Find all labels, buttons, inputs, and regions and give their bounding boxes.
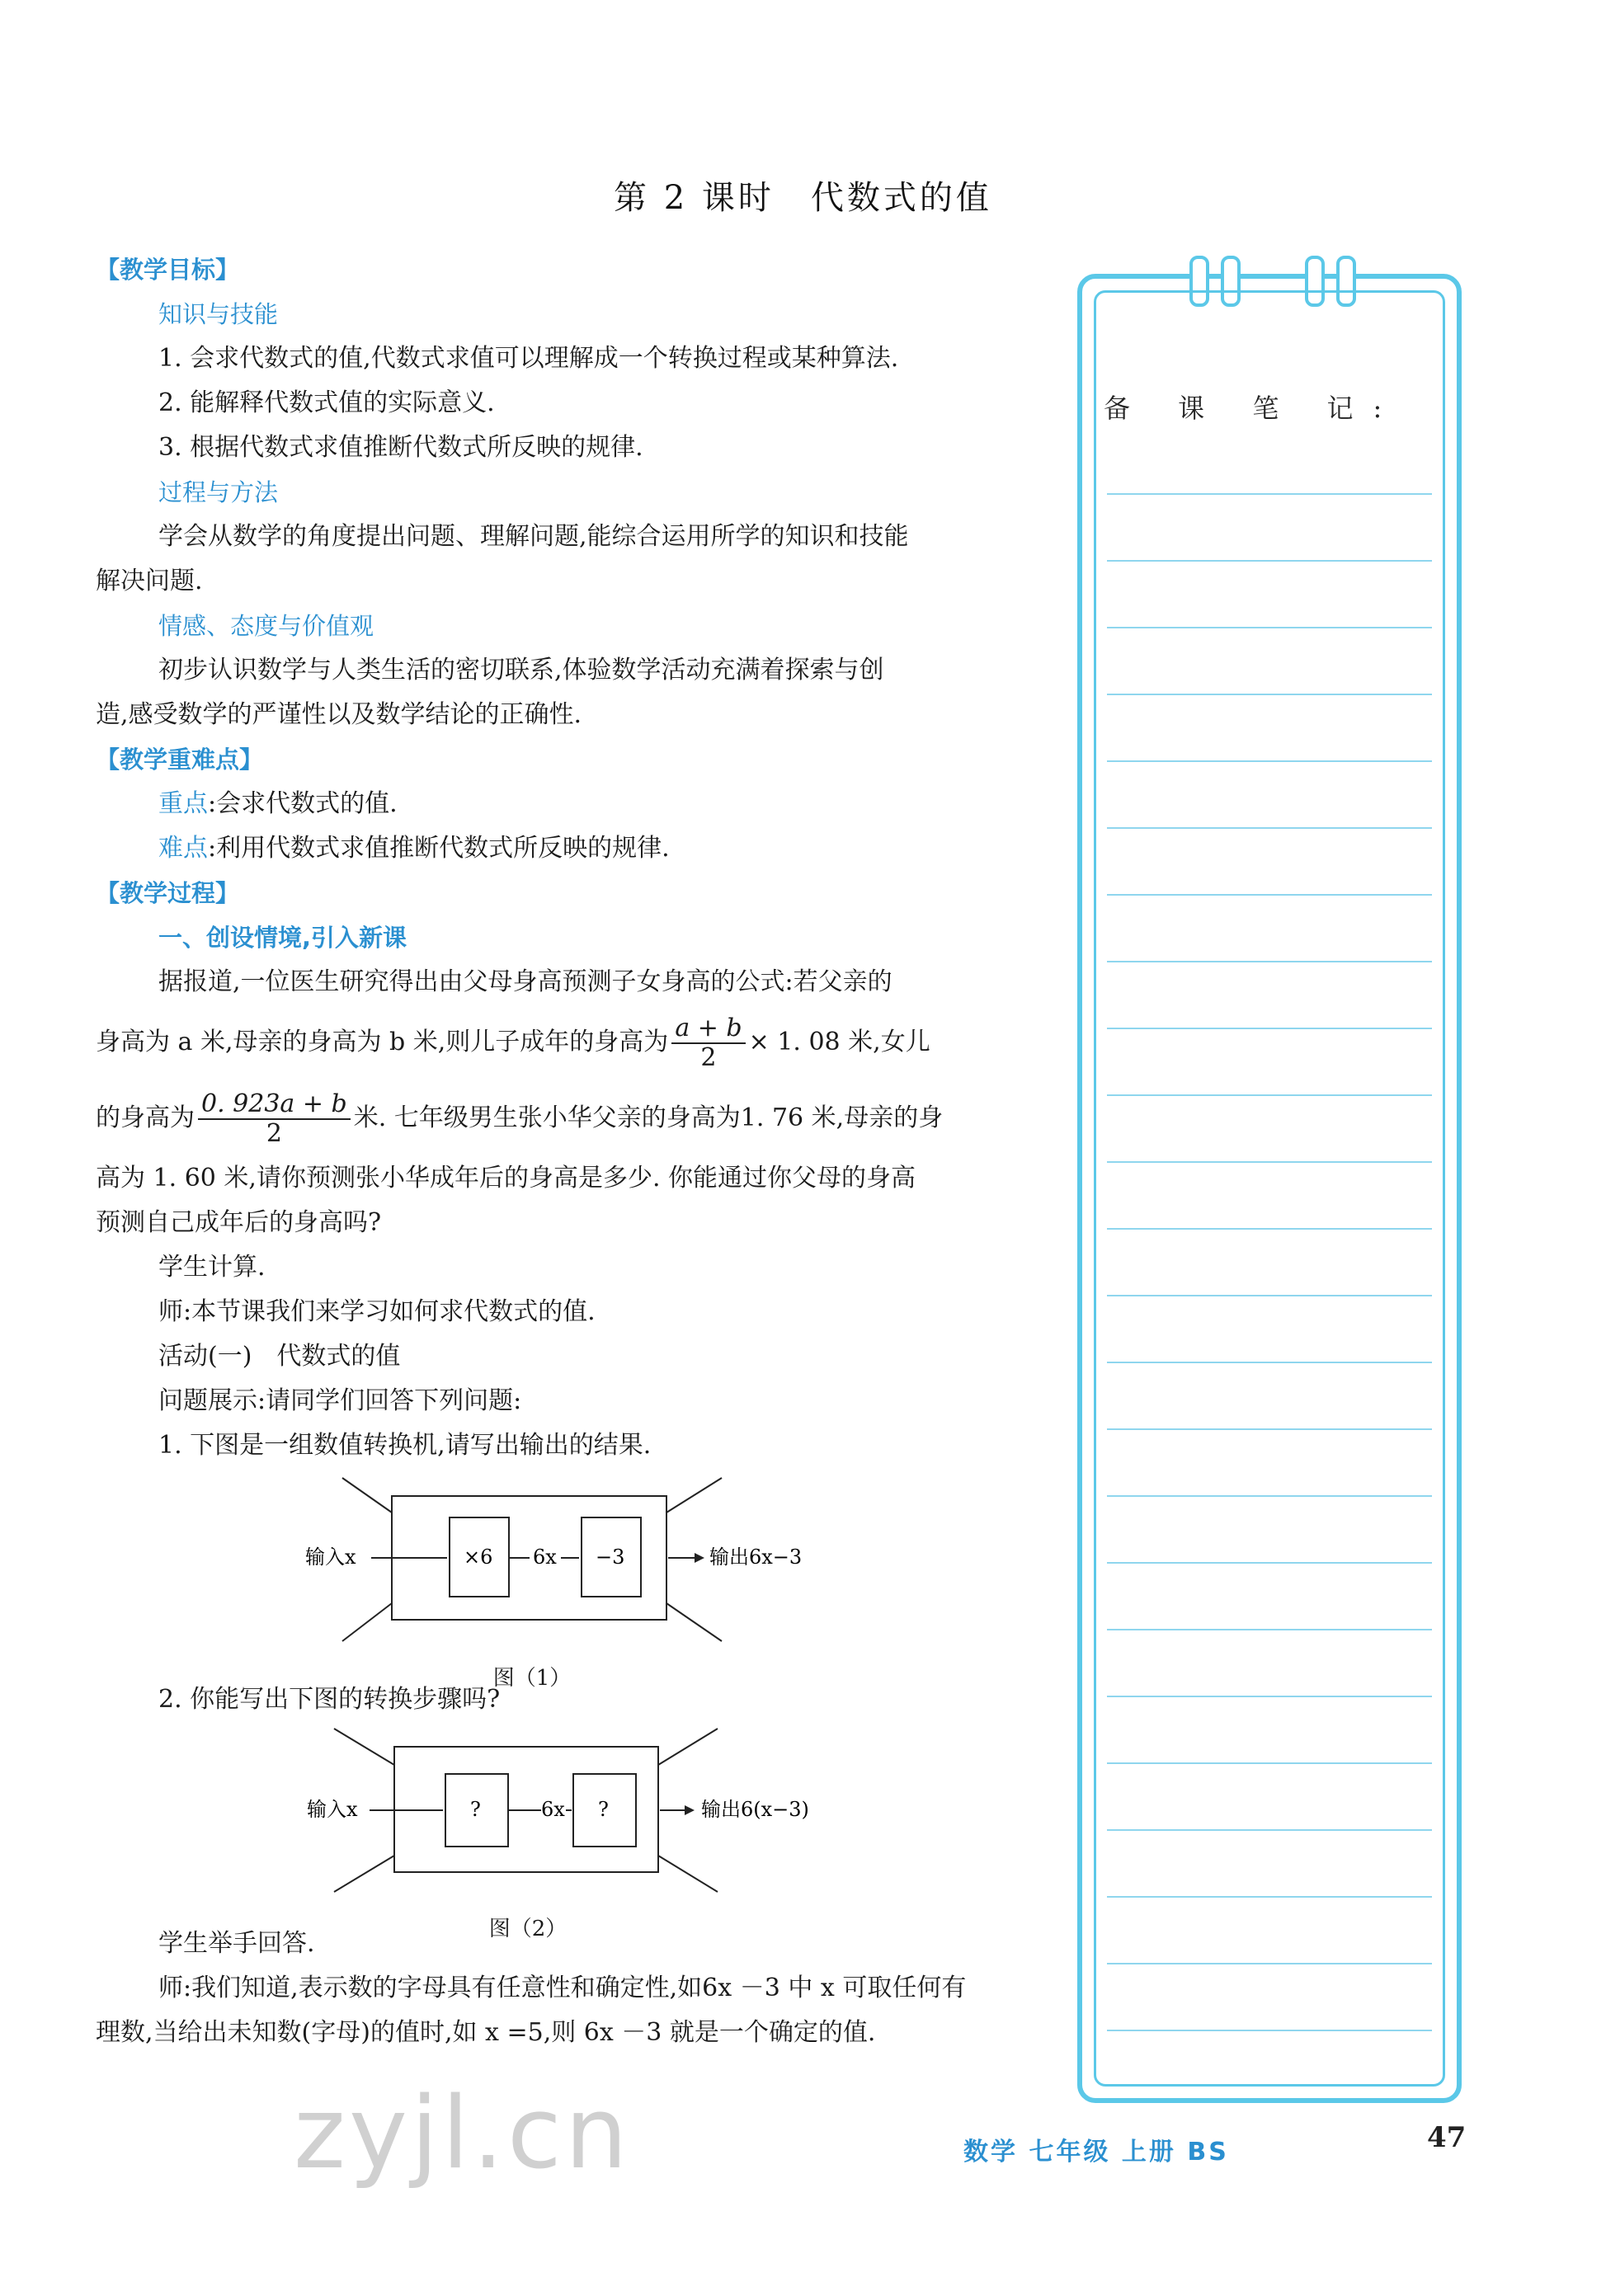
fig2-output: 输出6(x−3) [701,1798,809,1821]
fig1-box1: ×6 [464,1546,493,1569]
notes-ruled-line [1107,1495,1432,1497]
paragraph: 据报道,一位医生研究得出由父母身高预测子女身高的公式:若父亲的 [158,967,892,996]
key-text: :会求代数式的值. [208,789,398,818]
figure-2 [297,1722,874,1942]
process-method-heading: 过程与方法 [158,478,279,506]
keypoints-heading: 【教学重难点】 [96,746,264,774]
paragraph: 1. 下图是一组数值转换机,请写出输出的结果. [158,1431,652,1460]
notes-ruled-line [1107,1963,1432,1964]
fig2-mid: 6x [541,1798,565,1821]
paragraph [96,1080,1036,1156]
fig1-input: 输入x [305,1546,356,1569]
paragraph: 学生计算. [158,1253,266,1282]
process-heading: 【教学过程】 [96,879,240,907]
notes-ruled-line [1107,827,1432,829]
text-span: 的身高为 [96,1103,195,1132]
paragraph: 学生举手回答. [158,1929,315,1958]
figure-2-caption: 图（2） [488,1917,568,1941]
notes-ruled-line [1107,1161,1432,1163]
notes-ruled-line [1107,1295,1432,1296]
fig2-box1: ? [470,1798,481,1821]
hard-text: :利用代数式求值推断代数式所反映的规律. [208,834,670,863]
text-span: 米. 七年级男生张小华父亲的身高为1. 76 米,母亲的身 [353,1103,944,1132]
notes-ruled-line [1107,493,1432,495]
paragraph: 预测自己成年后的身高吗? [96,1208,382,1237]
notes-ruled-line [1107,1629,1432,1630]
part1-heading: 一、创设情境,引入新课 [158,924,407,952]
fig2-input: 输入x [307,1798,358,1821]
notes-ruled-line [1107,1094,1432,1096]
fraction-denominator: 2 [266,1119,282,1148]
knowledge-item: 1. 会求代数式的值,代数式求值可以理解成一个转换过程或某种算法. [158,344,899,373]
hard-label: 难点 [158,834,208,863]
notes-ruled-line [1107,2030,1432,2031]
watermark: zyjl.cn [294,2077,631,2191]
attitude-text: 初步认识数学与人类生活的密切联系,体验数学活动充满着探索与创 [158,656,884,685]
fig1-box2: −3 [596,1546,625,1569]
page-number: 47 [1427,2121,1467,2154]
notes-ruled-line [1107,760,1432,762]
figure-1-diagram [272,1471,850,1661]
attitude-text: 造,感受数学的严谨性以及数学结论的正确性. [96,700,582,729]
key-point [96,782,1036,826]
knowledge-item: 2. 能解释代数式值的实际意义. [158,388,495,417]
paragraph: 2. 你能写出下图的转换步骤吗? [158,1685,501,1714]
process-method-text: 学会从数学的角度提出问题、理解问题,能综合运用所学的知识和技能 [158,522,909,551]
notes-ruled-line [1107,560,1432,562]
notes-ruled-line [1107,1562,1432,1564]
paragraph: 师:本节课我们来学习如何求代数式的值. [158,1297,596,1326]
main-content [96,247,1036,1468]
page-title: 第 2 课时 代数式的值 [614,179,992,217]
notes-ruled-line [1107,1696,1432,1697]
paragraph: 活动(一) 代数式的值 [158,1342,401,1371]
notes-title: 备 课 笔 记: [1104,393,1402,424]
notes-ruled-line [1107,1829,1432,1831]
fraction-denominator: 2 [700,1043,717,1072]
hard-point [96,826,1036,871]
process-method-text: 解决问题. [96,567,203,595]
notes-ruled-line [1107,961,1432,962]
key-label: 重点 [158,789,208,818]
fraction-numerator: 0. 923a + b [198,1090,351,1120]
fig2-box2: ? [598,1798,609,1821]
notes-ruled-lines [1107,493,1432,2096]
figure-1-caption: 图（1） [492,1666,572,1691]
notes-ruled-line [1107,627,1432,628]
fig1-mid: 6x [533,1546,557,1569]
text-span: × 1. 08 米,女儿 [748,1028,930,1056]
knowledge-item: 3. 根据代数式求值推断代数式所反映的规律. [158,433,643,462]
fraction-numerator: a + b [671,1014,745,1044]
notes-ruled-line [1107,1228,1432,1230]
paragraph [96,1004,1036,1080]
objectives-heading: 【教学目标】 [96,256,240,284]
footer-book-info: 数学 七年级 上册 BS [963,2138,1229,2167]
notes-ruled-line [1107,1362,1432,1363]
figure-1 [272,1471,850,1691]
fraction [198,1090,351,1148]
notes-ruled-line [1107,894,1432,896]
paragraph: 高为 1. 60 米,请你预测张小华成年后的身高是多少. 你能通过你父母的身高 [96,1164,916,1193]
paragraph: 理数,当给出未知数(字母)的值时,如 x =5,则 6x －3 就是一个确定的值. [96,2018,876,2047]
knowledge-heading: 知识与技能 [158,300,279,328]
fraction [671,1014,745,1072]
notes-ruled-line [1107,1028,1432,1029]
paragraph: 师:我们知道,表示数的字母具有任意性和确定性,如6x －3 中 x 可取任何有 [158,1974,967,2002]
closing-text [96,1922,1036,2055]
notes-ruled-line [1107,694,1432,695]
figure-2-diagram [297,1722,874,1912]
lesson-notes-panel [1077,274,1462,2103]
text-span: 身高为 a 米,母亲的身高为 b 米,则儿子成年的身高为 [96,1028,669,1056]
paragraph: 问题展示:请同学们回答下列问题: [158,1386,522,1415]
attitude-heading: 情感、态度与价值观 [158,612,374,640]
notes-ruled-line [1107,1762,1432,1764]
notes-ruled-line [1107,1896,1432,1898]
notes-ruled-line [1107,1428,1432,1430]
fig1-output: 输出6x−3 [709,1546,803,1569]
